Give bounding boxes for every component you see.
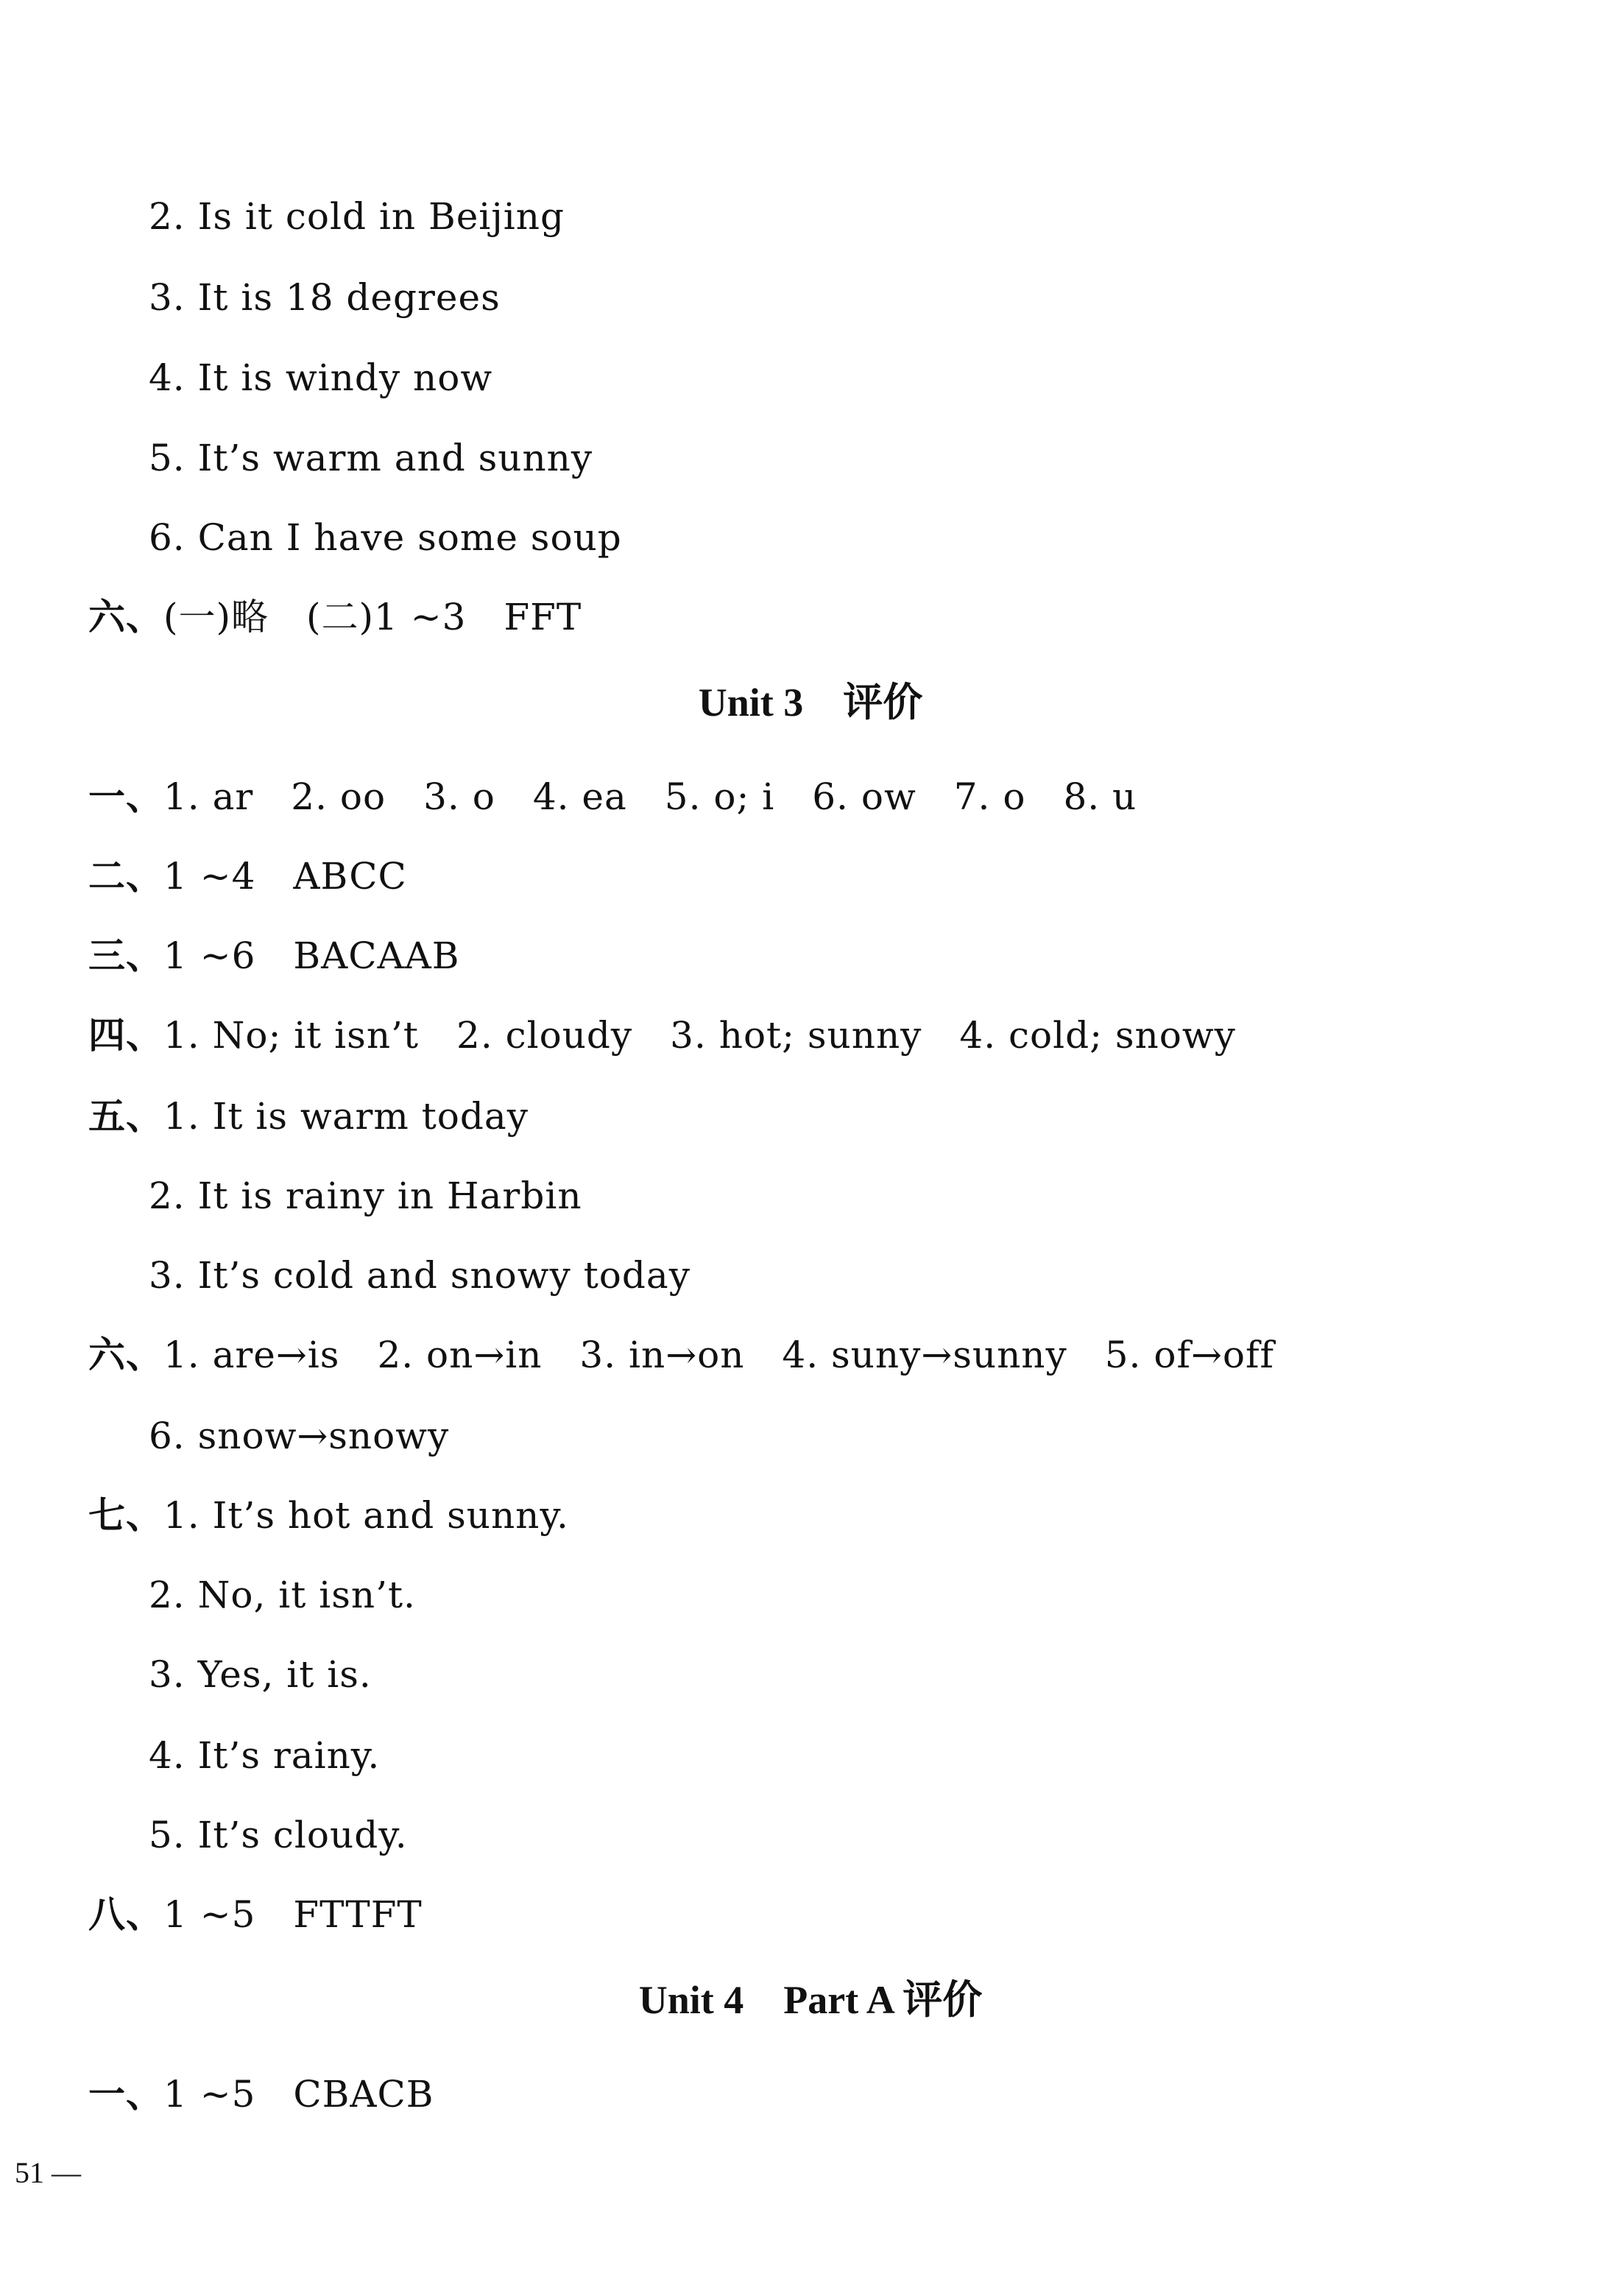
answer-row: [88, 775, 1137, 819]
answer-line: 4. It is windy now: [149, 356, 493, 399]
answer-line: 2. No, it isn’t.: [149, 1574, 416, 1616]
question-marker: 一、: [88, 2072, 163, 2116]
answer-line: 2. It is rainy in Harbin: [149, 1175, 582, 1217]
question-marker: 五、: [88, 1094, 163, 1138]
answer-row: [88, 1493, 569, 1538]
answer-row: [88, 934, 459, 978]
answer-text: 1. It’s hot and sunny.: [163, 1494, 569, 1537]
answer-line: 5. It’s warm and sunny: [149, 437, 593, 479]
section-heading: Unit 4 Part A 评价: [638, 1978, 983, 2022]
answer-text: (一)略 (二)1 ~3 FFT: [163, 596, 582, 638]
answer-text: 1 ~4 ABCC: [163, 855, 407, 898]
answer-row: [88, 1013, 1236, 1057]
answer-text: 1 ~6 BACAAB: [163, 934, 460, 977]
section-heading: Unit 3 评价: [698, 680, 923, 725]
question-marker: 四、: [88, 1013, 163, 1057]
question-marker: 一、: [88, 775, 163, 818]
answer-row: [88, 1333, 1274, 1377]
answer-text: 1 ~5 CBACB: [163, 2073, 434, 2116]
question-marker: 六、: [88, 595, 163, 638]
page-number: 51 —: [15, 2156, 81, 2189]
answer-line: 5. It’s cloudy.: [149, 1814, 408, 1856]
answer-row: [88, 595, 582, 639]
answer-line: 2. Is it cold in Beijing: [149, 195, 565, 238]
answer-row: [88, 1094, 529, 1138]
question-marker: 六、: [88, 1333, 163, 1376]
question-marker: 八、: [88, 1892, 163, 1936]
answer-row: [88, 1892, 423, 1937]
answer-text: 1. No; it isn’t 2. cloudy 3. hot; sunny 4. cold; snowy: [163, 1014, 1236, 1057]
answer-line: 3. Yes, it is.: [149, 1653, 372, 1696]
answer-line: 3. It’s cold and snowy today: [149, 1254, 691, 1297]
answer-text: 1. It is warm today: [163, 1095, 529, 1138]
answer-text: 1 ~5 FTTFT: [163, 1893, 423, 1936]
answer-line: 4. It’s rainy.: [149, 1734, 381, 1777]
answer-text: 1. are→is 2. on→in 3. in→on 4. suny→sunny 5. of→off: [163, 1334, 1274, 1376]
answer-line: 3. It is 18 degrees: [149, 276, 501, 319]
question-marker: 三、: [88, 934, 163, 977]
question-marker: 二、: [88, 854, 163, 898]
answer-text: 1. ar 2. oo 3. o 4. ea 5. o; i 6. ow 7. o 8. u: [163, 775, 1137, 818]
answer-line: 6. snow→snowy: [149, 1415, 450, 1457]
answer-row: [88, 2072, 434, 2116]
answer-row: [88, 854, 407, 898]
answer-line: 6. Can I have some soup: [149, 516, 622, 559]
question-marker: 七、: [88, 1493, 163, 1537]
